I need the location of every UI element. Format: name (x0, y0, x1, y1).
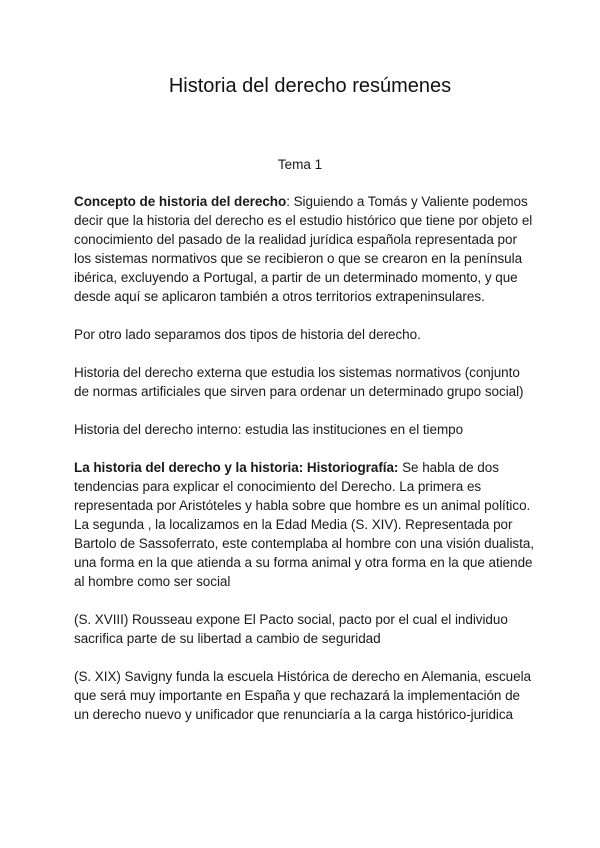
document-body (74, 192, 536, 724)
paragraph-concepto (74, 192, 536, 306)
paragraph-rousseau: (S. XVIII) Rousseau expone El Pacto social, pacto por el cual el individuo sacrifica parte de su libertad a cambio de seguridad (74, 612, 508, 646)
paragraph-historiografia (74, 458, 536, 591)
paragraph-tipos: Por otro lado separamos dos tipos de historia del derecho. (74, 327, 421, 342)
section-heading: Tema 1 (277, 157, 323, 172)
paragraph-externa: Historia del derecho externa que estudia los sistemas normativos (conjunto de normas artificiales que sirven para ordenar un determinado grupo social) (74, 365, 524, 399)
paragraph-interno: Historia del derecho interno: estudia las instituciones en el tiempo (74, 422, 464, 437)
paragraph-historiografia-heading: La historia del derecho y la historia: Historiografía: (74, 460, 399, 475)
paragraph-historiografia-text: Se habla de dos tendencias para explicar el conocimiento del Derecho. La primera es representada por Aristóteles y habla sobre que hombre es un animal político. La segunda , la localizamos en la Edad Media (S. XIV). Representada por Bartolo de Sassoferrato, este contemplaba al hombre con una visión dualista, una forma en la que atienda a su forma animal y otra forma en la que atiende al hombre como ser social (74, 460, 534, 589)
paragraph-concepto-heading: Concepto de historia del derecho (74, 194, 287, 209)
paragraph-concepto-text: : Siguiendo a Tomás y Valiente podemos decir que la historia del derecho es el estudio histórico que tiene por objeto el conocimiento del pasado de la realidad jurídica española representada por los sistemas normativos que se recibieron o que se crearon en la península ibérica, excluyendo a Portugal, a partir de un determinado momento, y que desde aquí se aplicaron también a otros territorios extrapeninsulares. (74, 194, 533, 304)
paragraph-savigny: (S. XIX) Savigny funda la escuela Histórica de derecho en Alemania, escuela que será muy importante en España y que rechazará la implementación de un derecho nuevo y unificador que renunciaría a la carga histórico-juridica (74, 669, 532, 722)
document-title: Historia del derecho resúmenes (168, 75, 452, 97)
